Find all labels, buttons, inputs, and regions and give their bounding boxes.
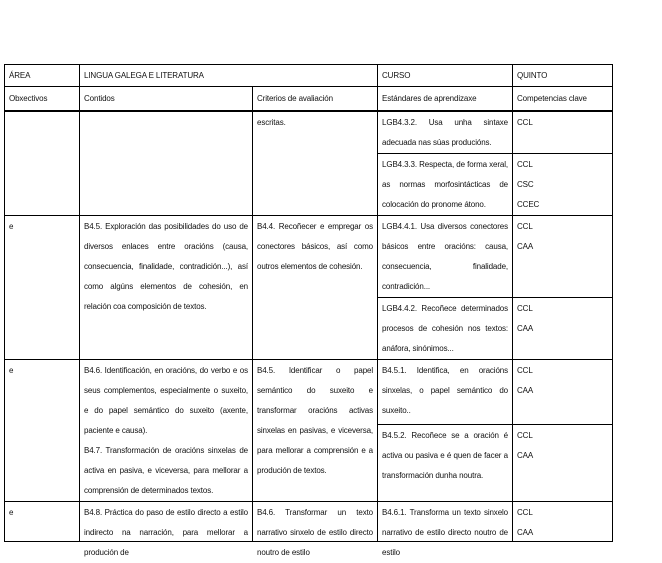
col-header-obxectivos: Obxectivos (5, 87, 80, 111)
cell-estandar-g4-1 (378, 501, 513, 557)
header-row-columns (5, 87, 613, 111)
cell-competencias-g4-1 (513, 501, 613, 541)
cell-competencias-g2-1 (513, 215, 613, 297)
competencia-code: CCL (517, 117, 533, 127)
competencia-code: CCL (517, 303, 533, 313)
criterio-paragraph: B4.6. Transformar un texto narrativo sinxelo de estilo directo noutro de estilo (257, 507, 374, 557)
competencia-code: CCL (517, 365, 533, 375)
cell-estandar-g1-1: LGB4.3.2. Usa unha sintaxe adecuada nas súas producións. (378, 111, 513, 154)
col-header-criterios: Criterios de avaliación (253, 87, 378, 111)
competencia-code: CCL (517, 431, 533, 441)
contido-paragraph: B4.6. Identificación, en oracións, do verbo e os seus complementos, especialmente o suxeito, e do papel semántico do suxeito (axente, paciente e causa). (84, 365, 248, 435)
competencia-code: CAA (517, 527, 534, 537)
competencia-code: CAA (517, 451, 534, 461)
area-value-cell: LINGUA GALEGA E LITERATURA (80, 65, 378, 87)
curso-value-cell: QUINTO (513, 65, 613, 87)
cell-obxectivos-g1 (5, 111, 80, 216)
estandar-paragraph: B4.6.1. Transforma un texto sinxelo narrativo de estilo directo noutro de estilo (382, 507, 509, 557)
cell-contidos-g4 (80, 501, 253, 557)
cell-criterios-g1: escritas. (253, 111, 378, 216)
col-header-estandares: Estándares de aprendizaxe (378, 87, 513, 111)
competencia-code: CCL (517, 159, 533, 169)
table-row (5, 215, 613, 297)
cell-contidos-g1 (80, 111, 253, 216)
cell-criterios-g4 (253, 501, 378, 557)
competencia-code: CAA (517, 385, 534, 395)
table-row (5, 501, 613, 541)
cell-estandar-g2-2: LGB4.4.2. Recoñece determinados procesos de cohesión nos textos: anáfora, sinónimos... (378, 297, 513, 359)
competencia-code: CCL (517, 221, 533, 231)
cell-estandar-g1-2: LGB4.3.3. Respecta, de forma xeral, as normas morfosintácticas de colocación do pronome átono. (378, 153, 513, 215)
cell-estandar-g2-1: LGB4.4.1. Usa diversos conectores básicos entre oracións: causa, consecuencia, finalidade, contradición... (378, 215, 513, 297)
cell-criterios-g2: B4.4. Recoñecer e empregar os conectores básicos, así como outros elementos de cohesión. (253, 215, 378, 359)
curso-label-cell: CURSO (378, 65, 513, 87)
cell-competencias-g1-1 (513, 111, 613, 154)
cell-criterios-g3: B4.5. Identificar o papel semántico do suxeito e transformar oracións activas sinxelas en pasivas, e viceversa, para mellorar a comprensión e a produción de textos. (253, 359, 378, 501)
cell-competencias-g2-2 (513, 297, 613, 359)
competencia-code: CCL (517, 507, 533, 517)
contido-paragraph: B4.5. Exploración das posibilidades do uso de diversos enlaces entre oracións (causa, consecuencia, finalidade, contradición...), así como algúns elementos de cohesión, en relación coa composición de textos. (84, 221, 248, 311)
col-header-competencias: Competencias clave (513, 87, 613, 111)
cell-competencias-g3-2 (513, 425, 613, 501)
competencia-code: CCEC (517, 199, 540, 209)
cell-obxectivos-g4: e (5, 501, 80, 541)
cell-competencias-g3-1 (513, 359, 613, 425)
table-row (5, 359, 613, 425)
header-row-area (5, 65, 613, 87)
cell-estandar-g3-2: B4.5.2. Recoñece se a oración é activa ou pasiva e é quen de facer a transformación dunha noutra. (378, 425, 513, 501)
cell-contidos-g2 (80, 215, 253, 359)
cell-obxectivos-g3: e (5, 359, 80, 501)
cell-competencias-g1-2 (513, 153, 613, 215)
contido-paragraph: B4.7. Transformación de oracións sinxelas de activa en pasiva, e viceversa, para mellorar a comprensión de determinados textos. (84, 445, 248, 495)
cell-contidos-g3 (80, 359, 253, 501)
competencia-code: CAA (517, 241, 534, 251)
curriculum-table (4, 64, 613, 557)
cell-estandar-g3-1: B4.5.1. Identifica, en oracións sinxelas, o papel semántico do suxeito.. (378, 359, 513, 425)
table-row (5, 111, 613, 154)
contido-paragraph: B4.8. Práctica do paso de estilo directo a estilo indirecto na narración, para mellorar a produción de (84, 507, 248, 557)
area-label-cell: ÁREA (5, 65, 80, 87)
col-header-contidos: Contidos (80, 87, 253, 111)
competencia-code: CSC (517, 179, 534, 189)
competencia-code: CAA (517, 323, 534, 333)
cell-obxectivos-g2: e (5, 215, 80, 359)
